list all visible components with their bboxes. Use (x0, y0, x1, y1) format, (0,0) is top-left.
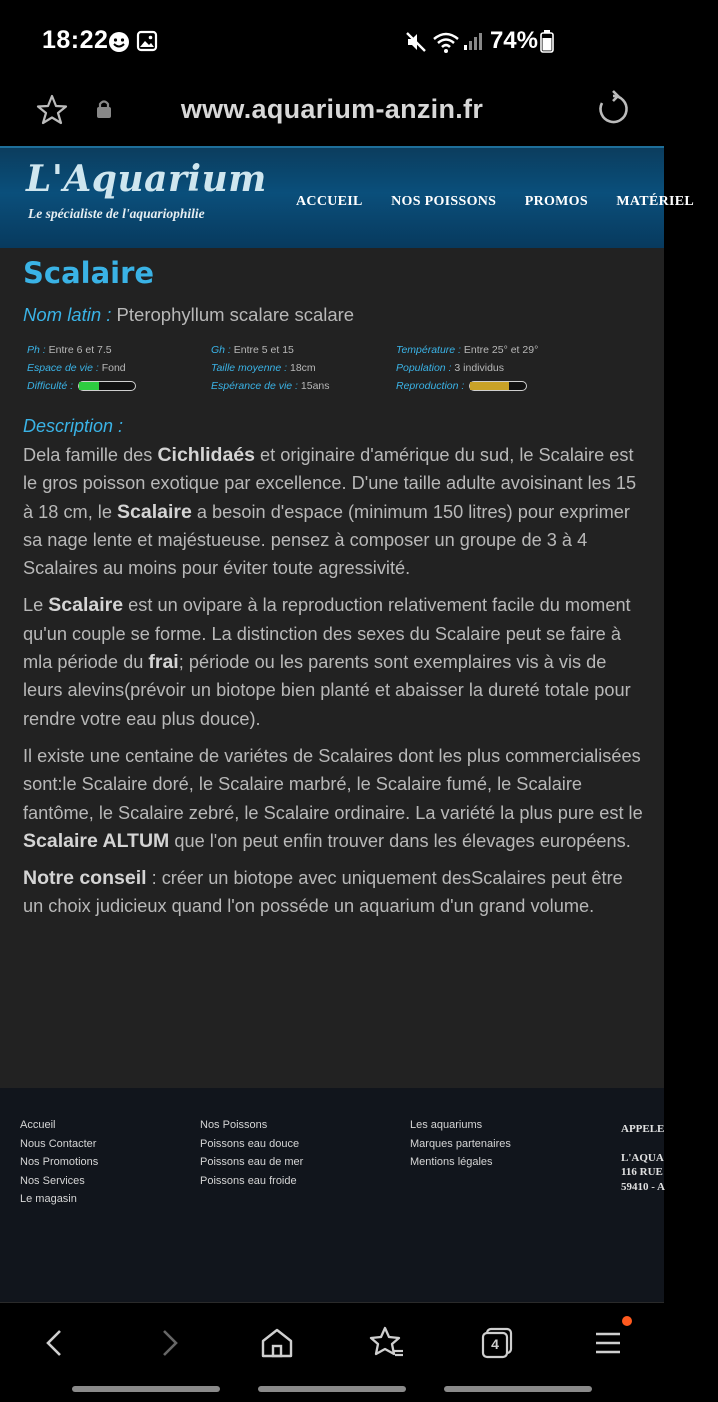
footer-col-2 (200, 1116, 303, 1190)
description-paragraph-1: Dela famille des Cichlidaés et originaire d'amérique du sud, le Scalaire est le gros poisson exotique par excellence. D'une taille adulte avoisinant les 15 à 18 cm, le Scalaire a besoin d'espace (minimum 150 litres) pour exprimer sa nage lente et majéstueuse. pensez à composer un groupe de 3 à 4 Scalaires au moins pour éviter toute agressivité. (23, 444, 637, 579)
system-gesture-bar-center (258, 1386, 406, 1392)
description-paragraph-3: Il existe une centaine de variétes de Scalaires dont les plus commercialisées sont:le Scalaire doré, le Scalaire marbré, le Scalaire fumé, le Scalaire fantôme, le Scalaire zebré, le Scalaire ordinaire. La variété la plus pure est le Scalaire ALTUM que l'on peut enfin trouver dans les élevages européens. (23, 745, 643, 852)
signal-icon (462, 30, 484, 52)
spec-temperature: Température : Entre 25° et 29° (396, 344, 539, 356)
footer-contact-line: 59410 - A (621, 1180, 665, 1193)
footer-contact-line (621, 1137, 665, 1151)
browser-url-bar (0, 84, 664, 146)
footer-contact-line: APPELE (621, 1123, 665, 1135)
footer-col-1 (20, 1116, 98, 1209)
image-icon (137, 31, 157, 51)
footer-link-eau-de-mer[interactable]: Poissons eau de mer (200, 1156, 304, 1168)
footer-link-contact[interactable]: Nous Contacter (20, 1137, 97, 1150)
notification-dot (622, 1316, 632, 1326)
site-header (0, 146, 695, 248)
spec-reproduction: Reproduction : (396, 380, 527, 392)
footer-link-promotions[interactable]: Nos Promotions (20, 1156, 99, 1168)
spec-ph: Ph : Entre 6 et 7.5 (27, 344, 112, 356)
face-icon (108, 31, 130, 53)
footer-link-poissons[interactable]: Nos Poissons (200, 1119, 268, 1131)
description-paragraph-2: Le Scalaire est un ovipare à la reproduction relativement facile du moment qu'un couple se forme. La distinction des sexes du Scalaire peut se faire à mla période du frai; période ou les parents sont exemplaires vis à vis de leurs alevins(prévoir un biotope bien planté et abaisser la dureté totale pour rendre votre eau plus douce). (23, 594, 631, 729)
footer-contact-line: L'AQUA (621, 1151, 664, 1164)
back-icon[interactable] (36, 1323, 76, 1363)
description-text (23, 441, 643, 930)
reload-icon[interactable] (596, 92, 630, 126)
main-content (0, 248, 664, 1088)
tabs-icon[interactable] (478, 1323, 518, 1363)
site-tagline: Le spécialiste de l'aquariophilie (28, 206, 205, 221)
mute-icon (404, 30, 428, 54)
forward-icon[interactable] (148, 1323, 188, 1363)
footer-contact-line: 116 RUE (621, 1166, 663, 1178)
description-heading: Description : (23, 416, 124, 436)
main-nav (296, 192, 718, 210)
latin-value: Pterophyllum scalare scalare (111, 304, 355, 325)
spec-taille-moyenne: Taille moyenne : 18cm (211, 362, 316, 374)
footer-link-eau-froide[interactable]: Poissons eau froide (200, 1174, 297, 1187)
footer-link-magasin[interactable]: Le magasin (20, 1193, 77, 1205)
battery-icon (540, 29, 554, 53)
spec-gh: Gh : Entre 5 et 15 (211, 344, 294, 356)
spec-population: Population : 3 individus (396, 362, 504, 374)
footer-link-services[interactable]: Nos Services (20, 1174, 85, 1187)
nav-promos[interactable]: PROMOS (524, 194, 588, 209)
reproduction-bar (469, 381, 527, 391)
latin-label: Nom latin : (23, 304, 112, 325)
nav-accueil[interactable]: ACCUEIL (296, 194, 363, 209)
nav-materiel[interactable]: MATÉRIEL (616, 194, 695, 209)
system-gesture-bar-left (72, 1386, 220, 1392)
tab-count: 4 (491, 1336, 499, 1352)
footer-link-accueil[interactable]: Accueil (20, 1119, 56, 1131)
bookmarks-icon[interactable] (367, 1323, 407, 1363)
footer-link-mentions[interactable]: Mentions légales (410, 1156, 493, 1168)
menu-icon[interactable] (588, 1323, 628, 1363)
nav-nos-poissons[interactable]: NOS POISSONS (391, 194, 497, 209)
latin-name (23, 304, 354, 326)
difficulty-bar (78, 381, 136, 391)
status-bar (0, 0, 664, 84)
system-gesture-bar-right (444, 1386, 592, 1392)
status-time: 18:22 (42, 26, 109, 54)
footer-link-aquariums[interactable]: Les aquariums (410, 1119, 483, 1131)
description-paragraph-4: Notre conseil : créer un biotope avec uniquement desScalaires peut être un choix judicieux quand l'on posséde un aquarium d'un grand volume. (23, 867, 623, 917)
footer-link-eau-douce[interactable]: Poissons eau douce (200, 1137, 300, 1150)
home-icon[interactable] (257, 1323, 297, 1363)
wifi-icon (432, 30, 460, 54)
url-text[interactable]: www.aquarium-anzin.fr (180, 94, 484, 124)
spec-difficulte: Difficulté : (27, 380, 136, 392)
battery-percent: 74% (489, 27, 538, 54)
site-logo[interactable]: L'Aquarium (26, 158, 267, 200)
page-title: Scalaire (23, 256, 155, 290)
footer-contact (621, 1122, 665, 1194)
spec-espace-de-vie: Espace de vie : Fond (27, 362, 126, 374)
footer-col-3 (410, 1116, 511, 1172)
spec-esperance-de-vie: Espérance de vie : 15ans (211, 380, 330, 392)
footer-link-marques[interactable]: Marques partenaires (410, 1137, 511, 1150)
site-footer (0, 1088, 664, 1302)
